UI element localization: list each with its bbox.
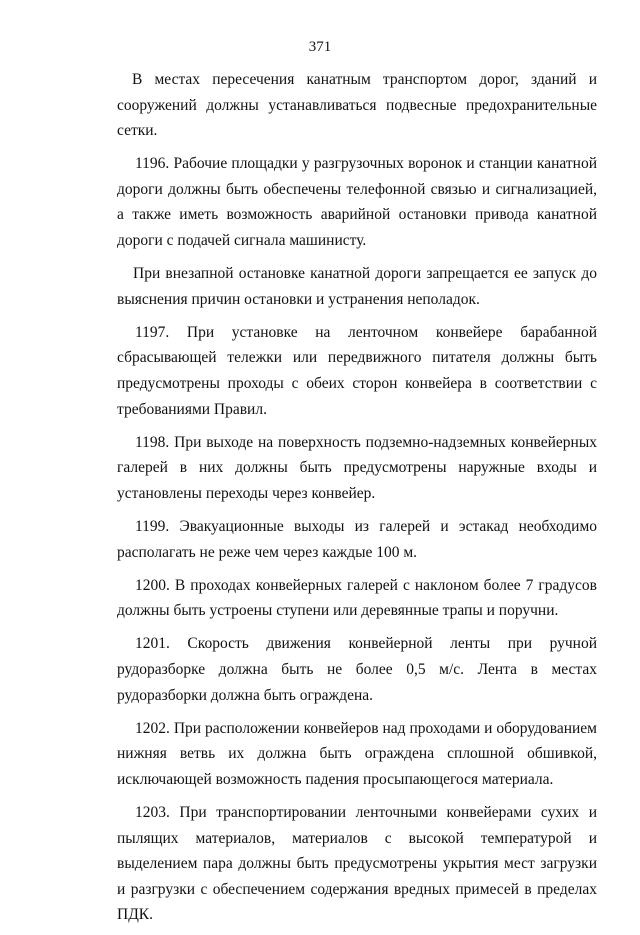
- paragraph-sudden-stop: При внезапной остановке канатной дороги запрещается ее запуск до выяснения причин остановки и устранения неполадок.: [117, 265, 597, 308]
- document-body: [117, 67, 597, 935]
- paragraph-1197: 1197. При установке на ленточном конвейере барабанной сбрасывающей тележки или передвижного питателя должны быть предусмотрены проходы с обеих сторон конвейера в соответствии с требованиями Правил.: [117, 323, 597, 418]
- paragraph-1196: 1196. Рабочие площадки у разгрузочных воронок и станции канатной дороги должны быть обеспечены телефонной связью и сигнализацией, а также иметь возможность аварийной остановки привода канатной дороги с подачей сигнала машинисту.: [117, 155, 597, 250]
- paragraph-1203: 1203. При транспортировании ленточными конвейерами сухих и пылящих материалов, материалов с высокой температурой и выделением пара должны быть предусмотрены укрытия мест загрузки и разгрузки с обеспечением содержания вредных примесей в пределах ПДК.: [117, 803, 597, 924]
- paragraph-1200: 1200. В проходах конвейерных галерей с наклоном более 7 градусов должны быть устроены ступени или деревянные трапы и поручни.: [117, 576, 597, 620]
- paragraph-1198: 1198. При выходе на поверхность подземно-надземных конвейерных галерей в них должны быть предусмотрены наружные входы и установлены переходы через конвейер.: [117, 433, 597, 502]
- paragraph-cable-crossing-nets: В местах пересечения канатным транспортом дорог, зданий и сооружений должны устанавливаться подвесные предохранительные сетки.: [117, 71, 597, 140]
- paragraph-1202: 1202. При расположении конвейеров над проходами и оборудованием нижняя ветвь их должна быть ограждена сплошной обшивкой, исключающей возможность падения просыпающегося материала.: [117, 719, 597, 788]
- paragraph-1199: 1199. Эвакуационные выходы из галерей и эстакад необходимо располагать не реже чем через каждые 100 м.: [117, 518, 597, 561]
- paragraph-1201: 1201. Скорость движения конвейерной ленты при ручной рудоразборке должна быть не более 0,5 м/с. Лента в местах рудоразборки должна быть ограждена.: [117, 635, 597, 704]
- page-number: 371: [308, 39, 332, 55]
